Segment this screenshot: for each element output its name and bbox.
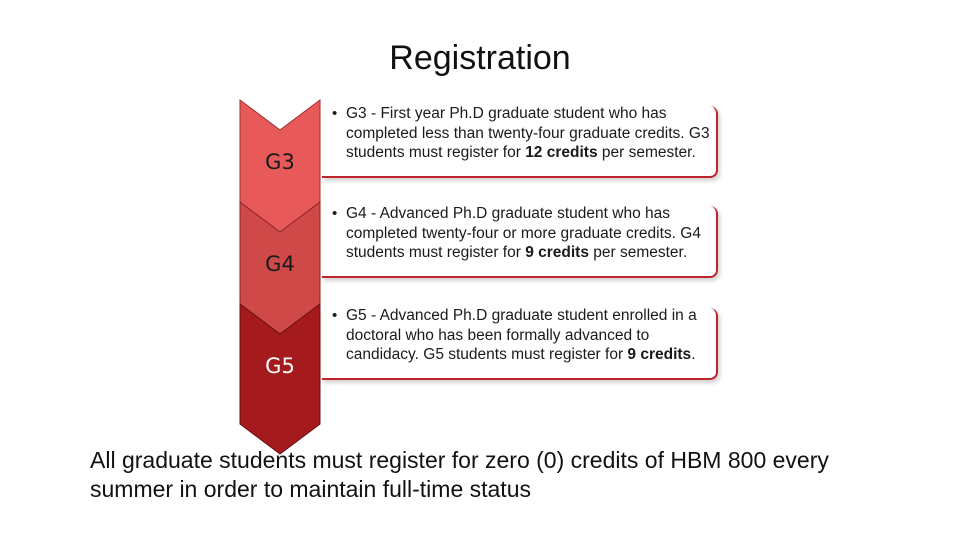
description-suffix: per semester. — [597, 144, 696, 161]
level-description-g3 — [346, 104, 712, 163]
description-text: G5 - Advanced Ph.D graduate student enrolled in a doctoral who has been formally advanced to candidacy. G5 students must register for — [346, 307, 697, 363]
credits-emphasis: 9 credits — [525, 244, 589, 261]
description-text: G4 - Advanced Ph.D graduate student who has completed twenty-four or more graduate credits. G4 students must register for — [346, 205, 701, 261]
level-description-g4 — [346, 204, 712, 263]
level-card-g3 — [322, 106, 718, 178]
description-suffix: per semester. — [588, 244, 688, 261]
credits-emphasis: 9 credits — [627, 346, 692, 363]
footer-note: All graduate students must register for zero (0) credits of HBM 800 every summer in order to maintain full-time status — [90, 447, 829, 502]
slide-title: Registration — [389, 39, 571, 77]
description-text: G3 - First year Ph.D graduate student who has completed less than twenty-four graduate credits. G3 students must register for — [346, 105, 710, 161]
level-label-g5: G5 — [265, 354, 295, 378]
level-card-g4 — [322, 206, 718, 278]
level-description-g5 — [346, 306, 712, 365]
description-suffix: . — [691, 346, 696, 363]
level-label-g4: G4 — [265, 252, 295, 276]
level-card-g5 — [322, 308, 718, 380]
credits-emphasis: 12 credits — [525, 144, 598, 161]
level-label-g3: G3 — [265, 150, 295, 174]
